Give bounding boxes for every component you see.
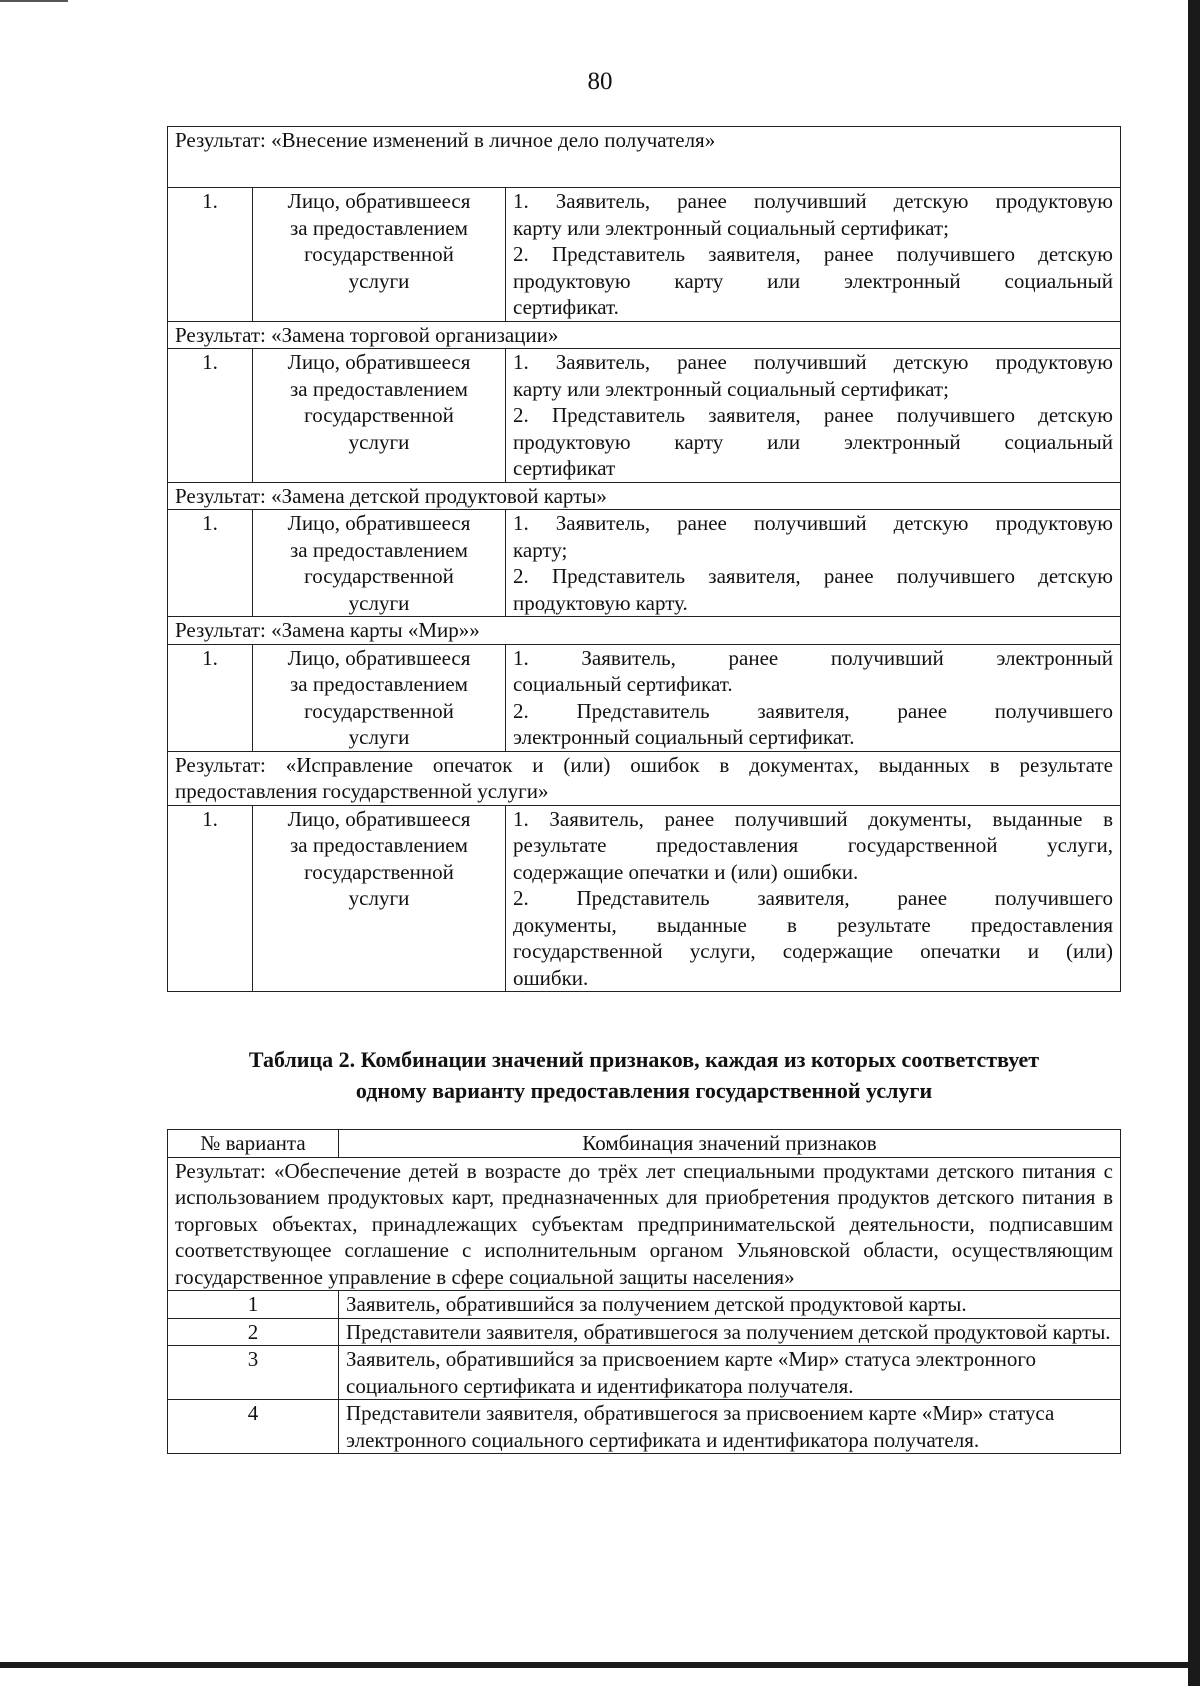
applicant-type-line: за предоставлением — [290, 537, 468, 562]
row-number: 1. — [168, 349, 253, 483]
description-line: 2. Представитель заявителя, ранее получившего детскую — [513, 403, 1113, 427]
description-line: 2. Представитель заявителя, ранее получившего — [513, 698, 1113, 723]
row-number: 1. — [168, 510, 253, 617]
description-line: продуктовую карту или электронный социальный — [513, 268, 1113, 293]
table-row — [168, 805, 1121, 992]
applicant-type — [253, 188, 506, 322]
description-line: 1. Заявитель, ранее получивший детскую продуктовую — [513, 350, 1113, 374]
applicant-type-line: Лицо, обратившееся — [287, 806, 471, 831]
description-line: ошибки. — [513, 965, 589, 990]
description-line: 2. Представитель заявителя, ранее получившего детскую — [513, 564, 1113, 588]
applicant-type-line: за предоставлением — [290, 833, 468, 857]
scan-edge-mark — [0, 0, 68, 2]
table-row — [168, 188, 1121, 322]
table2-body — [168, 1130, 1121, 1454]
applicant-type-line: за предоставлением — [290, 215, 468, 240]
applicant-type — [253, 510, 506, 617]
scan-edge-mark — [1188, 0, 1200, 1686]
result-row — [168, 617, 1121, 645]
table2-header-row — [168, 1130, 1121, 1158]
table-variant-combinations — [167, 1129, 1121, 1454]
table-row — [168, 1400, 1121, 1454]
result-cell: Результат: «Замена детской продуктовой карты» — [168, 482, 1121, 510]
variant-text: Заявитель, обратившийся за присвоением карте «Мир» статуса электронного социального сертификата и идентификатора получателя. — [339, 1346, 1121, 1400]
variant-number: 3 — [168, 1346, 339, 1400]
result-row — [168, 751, 1121, 805]
applicant-type — [253, 644, 506, 751]
description-line: результате предоставления государственной услуги, — [513, 833, 1113, 857]
description-line: карту или электронный социальный сертификат; — [513, 376, 949, 401]
table-row — [168, 349, 1121, 483]
description-line: документы, выданные в результате предоставления — [513, 912, 1113, 937]
result-row — [168, 321, 1121, 349]
applicant-type-line: услуги — [348, 725, 410, 749]
table-row — [168, 510, 1121, 617]
table-row — [168, 1346, 1121, 1400]
applicant-type-line: услуги — [348, 886, 410, 910]
description-line: 1. Заявитель, ранее получивший электронный — [513, 645, 1113, 670]
description-line: 2. Представитель заявителя, ранее получившего детскую — [513, 242, 1113, 266]
variant-text: Представители заявителя, обратившегося за присвоением карте «Мир» статуса электронного социального сертификата и идентификатора получателя. — [339, 1400, 1121, 1454]
table2-caption-line: одному варианту предоставления государственной услуги — [355, 1078, 933, 1103]
result-cell: Результат: «Обеспечение детей в возрасте до трёх лет специальными продуктами детского питания с использованием продуктовых карт, предназначенных для приобретения продуктов детского питания в торговых объектах, принадлежащих субъектам предпринимательской деятельности, подписавшим соответствующее соглашение с исполнительным органом Ульяновской области, осуществляющим государственное управление в сфере социальной защиты населения» — [168, 1157, 1121, 1291]
description-line: социальный сертификат. — [513, 672, 733, 696]
table-row — [168, 1291, 1121, 1319]
row-number: 1. — [168, 644, 253, 751]
table2-result-row — [168, 1157, 1121, 1291]
result-row — [168, 482, 1121, 510]
description-line: 1. Заявитель, ранее получивший детскую продуктовую — [513, 511, 1113, 535]
description-line: 1. Заявитель, ранее получивший детскую продуктовую — [513, 189, 1113, 213]
applicant-type-line: услуги — [348, 590, 410, 615]
applicant-type-line: государственной — [304, 242, 454, 266]
table-row — [168, 1318, 1121, 1346]
description-line: государственной услуги, содержащие опечатки и (или) — [513, 939, 1113, 963]
header-combination: Комбинация значений признаков — [339, 1130, 1121, 1158]
result-cell: Результат: «Исправление опечаток и (или) ошибок в документах, выданных в результате предоставления государственной услуги» — [168, 751, 1121, 805]
applicant-type-line: государственной — [304, 403, 454, 427]
applicant-type — [253, 349, 506, 483]
applicant-type — [253, 805, 506, 992]
variant-text: Заявитель, обратившийся за получением детской продуктовой карты. — [339, 1291, 1121, 1319]
table-row — [168, 644, 1121, 751]
result-cell: Результат: «Замена карты «Мир»» — [168, 617, 1121, 645]
applicant-type-line: за предоставлением — [290, 672, 468, 696]
description-line: 1. Заявитель, ранее получивший документы, выданные в — [513, 806, 1113, 831]
applicant-type-line: государственной — [304, 564, 454, 588]
applicant-description — [506, 188, 1121, 322]
result-row — [168, 127, 1121, 188]
row-number: 1. — [168, 805, 253, 992]
scan-edge-mark — [0, 1662, 1200, 1668]
variant-number: 1 — [168, 1291, 339, 1319]
header-variant-number: № варианта — [168, 1130, 339, 1158]
applicant-description — [506, 805, 1121, 992]
result-cell: Результат: «Замена торговой организации» — [168, 321, 1121, 349]
description-line: содержащие опечатки и (или) ошибки. — [513, 859, 859, 884]
applicant-type-line: за предоставлением — [290, 376, 468, 401]
applicant-description — [506, 349, 1121, 483]
table-applicant-categories — [167, 126, 1121, 992]
applicant-type-line: услуги — [348, 429, 410, 454]
row-number: 1. — [168, 188, 253, 322]
description-line: электронный социальный сертификат. — [513, 725, 855, 749]
variant-number: 2 — [168, 1318, 339, 1346]
applicant-type-line: государственной — [304, 859, 454, 884]
variant-text: Представители заявителя, обратившегося за получением детской продуктовой карты. — [339, 1318, 1121, 1346]
applicant-type-line: Лицо, обратившееся — [287, 511, 471, 535]
applicant-description — [506, 510, 1121, 617]
description-line: карту или электронный социальный сертификат; — [513, 215, 949, 240]
table2-caption-line: Таблица 2. Комбинации значений признаков, каждая из которых соответствует — [248, 1047, 1040, 1072]
table2-caption — [167, 1044, 1121, 1106]
description-line: продуктовую карту. — [513, 590, 688, 615]
applicant-type-line: услуги — [348, 268, 410, 293]
description-line: карту; — [513, 537, 568, 562]
description-line: сертификат — [513, 456, 616, 480]
description-line: продуктовую карту или электронный социальный — [513, 429, 1113, 454]
variant-number: 4 — [168, 1400, 339, 1454]
table1-body — [168, 127, 1121, 992]
description-line: сертификат. — [513, 295, 619, 319]
result-cell: Результат: «Внесение изменений в личное дело получателя» — [168, 127, 1121, 188]
applicant-type-line: Лицо, обратившееся — [287, 189, 471, 213]
applicant-description — [506, 644, 1121, 751]
description-line: 2. Представитель заявителя, ранее получившего — [513, 886, 1113, 910]
page-number: 80 — [587, 68, 613, 95]
applicant-type-line: государственной — [304, 698, 454, 723]
applicant-type-line: Лицо, обратившееся — [287, 350, 471, 374]
applicant-type-line: Лицо, обратившееся — [287, 645, 471, 670]
